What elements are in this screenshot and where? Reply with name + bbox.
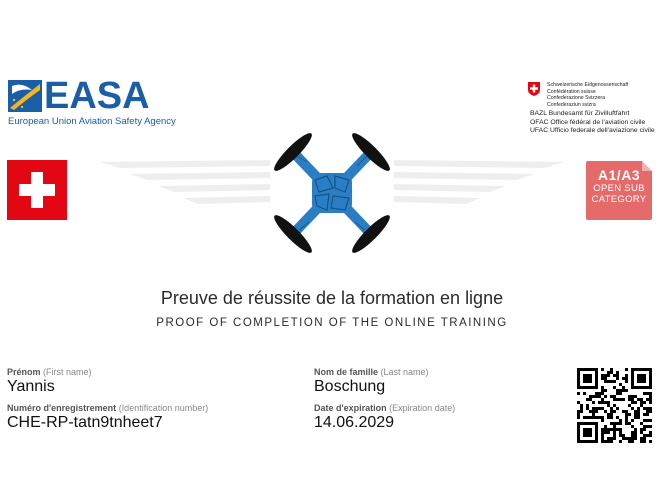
swiss-confederation-names [547, 82, 628, 108]
bazl-office-names [530, 110, 655, 136]
category-code: A1/A3 [597, 167, 641, 183]
registration-number-label [7, 403, 208, 413]
last-name-label-en: (Last name) [380, 367, 429, 377]
certificate-title-fr: Preuve de réussite de la formation en ligne [160, 288, 504, 308]
certificate-title-en: PROOF OF COMPLETION OF THE ONLINE TRAINING [156, 317, 508, 329]
category-badge [586, 161, 652, 220]
expiration-label-en: (Expiration date) [389, 403, 456, 413]
qr-code-icon[interactable] [577, 368, 652, 443]
first-name-value: Yannis [7, 378, 55, 395]
swiss-flag-icon [7, 160, 67, 220]
registration-number-value: CHE-RP-tatn9tnheet7 [7, 414, 163, 431]
registration-label-en: (Identification number) [118, 403, 209, 413]
expiration-date-label [314, 403, 455, 413]
bazl-line-fr: OFAC Office fédéral de l'aviation civile [530, 118, 646, 126]
confed-line-rm: Confederaziun svizra [547, 101, 596, 108]
swiss-cross-icon [527, 81, 541, 97]
bazl-line-de: BAZL Bundesamt für Zivilluftfahrt [530, 110, 630, 117]
category-line-1: OPEN SUB [593, 183, 645, 194]
first-name-label-en: (First name) [43, 367, 92, 377]
drone-icon [257, 118, 407, 268]
category-line-2: CATEGORY [591, 194, 647, 205]
confed-line-de: Schweizerische Eidgenossenschaft [547, 82, 629, 88]
badge-fold-corner [642, 161, 652, 171]
first-name-label-fr: Prénom [7, 367, 41, 377]
easa-logo-text: EASA [44, 75, 150, 117]
registration-label-fr: Numéro d'enregistrement [7, 403, 117, 413]
bazl-line-it: UFAC Ufficio federale dell'aviazione civile [530, 127, 655, 135]
last-name-label-fr: Nom de famille [314, 367, 379, 377]
last-name-label [314, 367, 429, 377]
confed-line-it: Confederazione Svizzera [547, 95, 605, 102]
easa-subtitle: European Union Aviation Safety Agency [8, 116, 176, 127]
first-name-label [7, 367, 92, 377]
expiration-label-fr: Date d'expiration [314, 403, 387, 413]
last-name-value: Boschung [314, 378, 386, 395]
expiration-date-value: 14.06.2029 [314, 414, 395, 431]
confed-line-fr: Confédération suisse [547, 88, 596, 95]
